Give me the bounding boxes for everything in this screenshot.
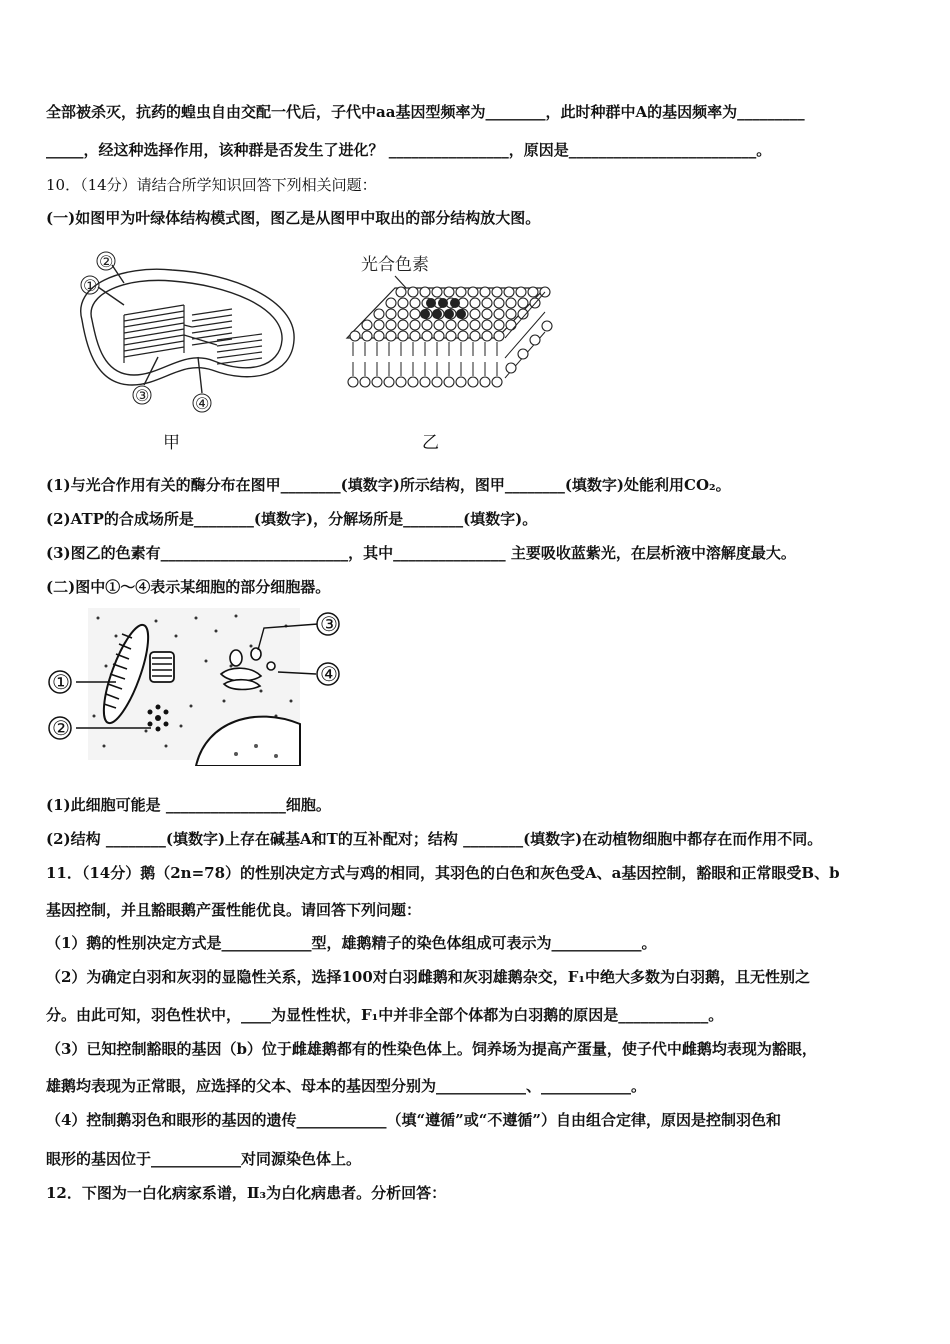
pigment-label: 光合色素	[361, 255, 429, 275]
thylakoid-membrane-diagram	[335, 248, 560, 398]
q10-part2-intro: (二)图中①～④表示某细胞的部分细胞器。	[46, 578, 331, 596]
q11-question-4a: （4）控制鹅羽色和眼形的基因的遗传____________（填“遵循”或“不遵循”）自由组合定律，原因是控制羽色和	[46, 1111, 781, 1129]
cell-organelles-diagram	[46, 606, 346, 766]
q11-question-2a: （2）为确定白羽和灰羽的显隐性关系，选择100对白羽雌鹅和灰羽雄鹅杂交，F₁中绝大多数为白羽鹅，且无性别之	[46, 968, 810, 986]
chloroplast-label-1: ①	[83, 276, 98, 295]
q11-question-3a: （3）已知控制豁眼的基因（b）位于雌雄鹅都有的性染色体上。饲养场为提高产蛋量，使子代中雌鹅均表现为豁眼，	[46, 1040, 817, 1058]
q10-part2-question-1: (1)此细胞可能是 ________________细胞。	[46, 796, 331, 814]
q11-question-4b: 眼形的基因位于____________对同源染色体上。	[46, 1150, 362, 1168]
q11-header-cont: 基因控制，并且豁眼鹅产蛋性能优良。请回答下列问题：	[46, 901, 422, 919]
q9-text-line-1: 全部被杀灭，抗药的蝗虫自由交配一代后，子代中aa基因型频率为________，此时种群中A的基因频率为_________	[46, 103, 805, 121]
q9-text-line-2: _____，经这种选择作用，该种群是否发生了进化？ ________________，原因是_________________________。	[46, 141, 772, 159]
q11-header: 11．（14分）鹅（2n=78）的性别决定方式与鸡的相同，其羽色的白色和灰色受A、a基因控制，豁眼和正常眼受B、b	[46, 864, 840, 882]
q10-part1-intro: (一)如图甲为叶绿体结构模式图，图乙是从图甲中取出的部分结构放大图。	[46, 209, 541, 227]
chloroplast-label-3: ③	[135, 386, 150, 405]
organelle-label-2: ②	[52, 716, 70, 740]
chloroplast-label-2: ②	[99, 252, 114, 271]
chloroplast-diagram	[62, 245, 302, 420]
q10-part1-question-3: (3)图乙的色素有_________________________，其中_______________ 主要吸收蓝紫光，在层析液中溶解度最大。	[46, 544, 796, 562]
organelle-label-4: ④	[320, 662, 338, 686]
figure-yi-caption: 乙	[422, 433, 439, 453]
q12-header: 12．下图为一白化病家系谱，Ⅱ₃为白化病患者。分析回答：	[46, 1184, 447, 1202]
q10-part1-question-1: (1)与光合作用有关的酶分布在图甲________(填数字)所示结构，图甲________(填数字)处能利用CO₂。	[46, 476, 731, 494]
q10-part2-question-2: (2)结构 ________(填数字)上存在碱基A和T的互补配对；结构 ________(填数字)在动植物细胞中都存在而作用不同。	[46, 830, 823, 848]
q11-question-1: （1）鹅的性别决定方式是____________型，雄鹅精子的染色体组成可表示为____________。	[46, 934, 657, 952]
q10-part1-question-2: (2)ATP的合成场所是________(填数字)，分解场所是________(填数字)。	[46, 510, 538, 528]
figure-jia-caption: 甲	[163, 433, 180, 453]
chloroplast-label-4: ④	[195, 394, 210, 413]
organelle-label-3: ③	[320, 612, 338, 636]
q11-question-3b: 雄鹅均表现为正常眼，应选择的父本、母本的基因型分别为____________、____________。	[46, 1077, 647, 1095]
q10-header: 10．（14分）请结合所学知识回答下列相关问题：	[46, 176, 377, 194]
organelle-label-1: ①	[52, 670, 70, 694]
q11-question-2b: 分。由此可知，羽色性状中，____为显性性状，F₁中并非全部个体都为白羽鹅的原因是____________。	[46, 1006, 724, 1024]
